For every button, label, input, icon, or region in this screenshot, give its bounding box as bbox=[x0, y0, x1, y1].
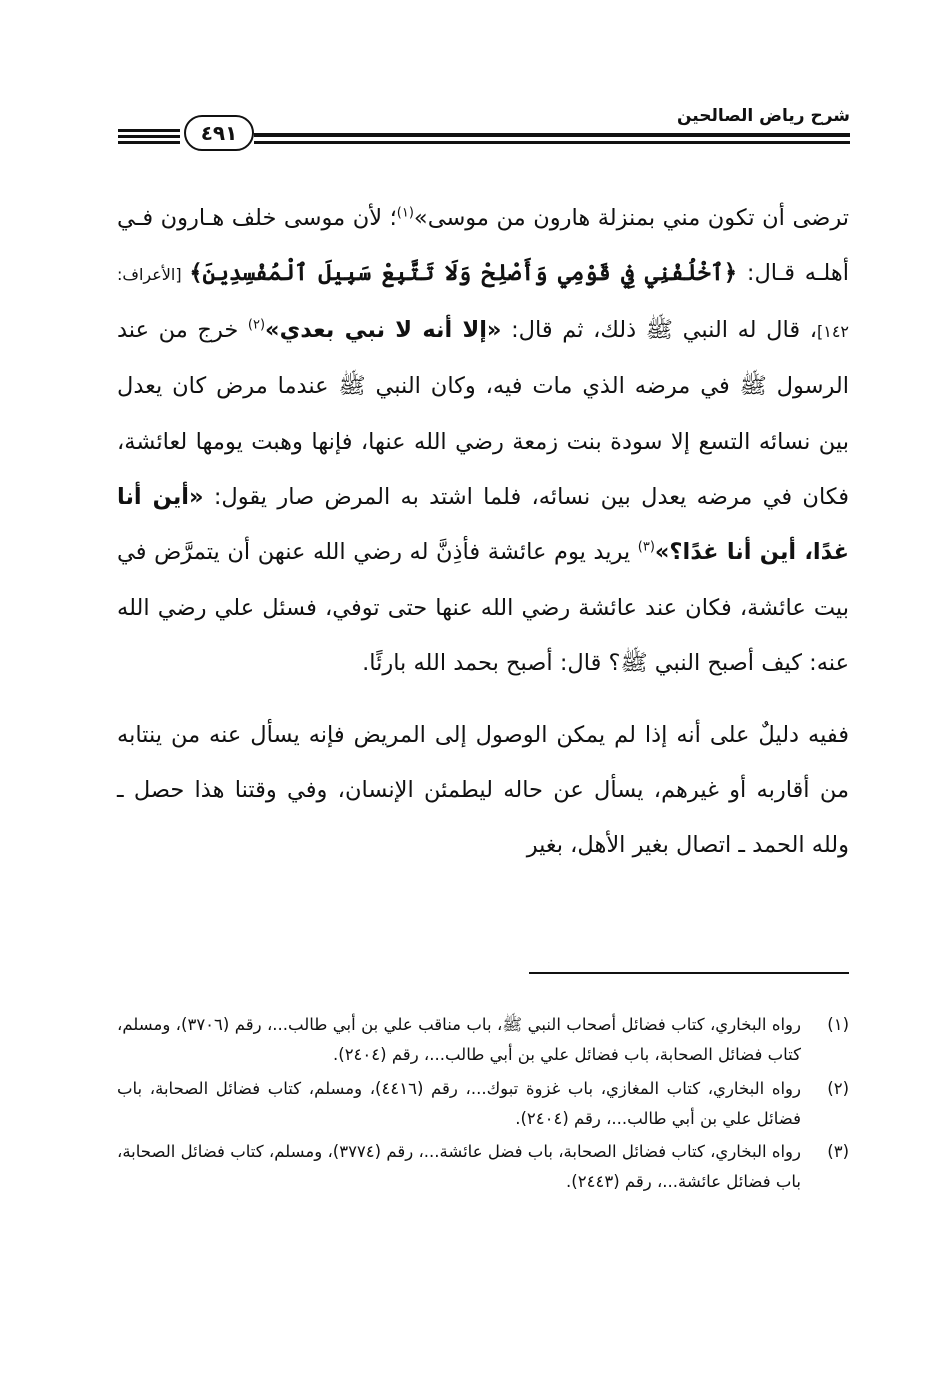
footnote-text: رواه البخاري، كتاب فضائل الصحابة، باب فضل عائشة...، رقم (٣٧٧٤)، ومسلم، كتاب فضائل الصحابة، باب فضائل عائشة...، رقم (٢٤٤٣). bbox=[117, 1142, 801, 1192]
verse-reference: [الأعراف: ١٤٢] bbox=[117, 265, 850, 341]
footnotes bbox=[117, 1010, 849, 1201]
text-run: ؛ لأن موسى خلف هـارون فـي أهلـه قـال: bbox=[117, 205, 850, 287]
footnote-number: (٢) bbox=[827, 1078, 849, 1098]
footnote bbox=[117, 1074, 849, 1135]
book-title: شرح رياض الصالحين bbox=[676, 106, 850, 126]
footnote-text: رواه البخاري، كتاب المغازي، باب غزوة تبوك...، رقم (٤٤١٦)، ومسلم، كتاب فضائل الصحابة، باب فضائل علي بن أبي طالب...، رقم (٢٤٠٤). bbox=[117, 1078, 801, 1128]
footnote-marker: (٢) bbox=[247, 317, 266, 333]
footnote-marker: (٣) bbox=[637, 539, 655, 555]
footnote-separator bbox=[529, 972, 849, 974]
paragraph: ففيه دليلٌ على أنه إذا لم يمكن الوصول إلى المريض فإنه يسأل عنه من ينتابه من أقاربه أو غيرهم، يسأل عن حاله ليطمئن الإنسان، وفي وقتنا هذا حصل ـ ولله الحمد ـ اتصال بغير الأهل، بغير bbox=[117, 721, 849, 859]
text-run: ترضى أن تكون مني بمنزلة هارون من موسى» bbox=[413, 205, 849, 231]
header-rule bbox=[254, 141, 850, 144]
footnote-number: (١) bbox=[827, 1015, 849, 1034]
footnote bbox=[117, 1010, 849, 1071]
main-text bbox=[117, 191, 849, 874]
footnote bbox=[117, 1137, 849, 1198]
hadith-quote: «أين أنا غدًا، أين أنا غدًا؟» bbox=[117, 484, 849, 566]
quran-verse: ﴿ٱخْلُفْنِي فِي قَوْمِي وَأَصْلِحْ وَلَا تَتَّبِعْ سَبِيلَ ٱلْمُفْسِدِينَ﴾ bbox=[189, 260, 738, 287]
hadith-quote: «إلا أنه لا نبي بعدي» bbox=[265, 316, 502, 343]
header-rule bbox=[118, 135, 180, 138]
page-number: ٤٩١ bbox=[184, 115, 254, 151]
footnote-marker: (١) bbox=[396, 205, 414, 221]
header-rule bbox=[118, 129, 180, 132]
text-run: ، قال له النبي ﷺ ذلك، ثم قال: bbox=[501, 316, 817, 343]
text-run: يريد يوم عائشة فأذِنَّ له رضي الله عنهن أن يتمرَّض في بيت عائشة، فكان عند عائشة رضي الله عنها حتى توفي، فسئل علي رضي الله عنه: كيف أصبح النبي ﷺ؟ قال: أصبح بحمد الله بارئًا. bbox=[117, 539, 849, 677]
text-run: خرج من عند الرسول ﷺ في مرضه الذي مات فيه، وكان النبي ﷺ عندما مرض كان يعدل بين نسائه التسع إلا سودة بنت زمعة رضي الله عنها، فإنها وهبت يومها لعائشة، فكان في مرضه يعدل بين نسائه، فلما اشتد به المرض صار يقول: bbox=[117, 316, 849, 511]
header-rule bbox=[118, 141, 180, 144]
footnote-text: رواه البخاري، كتاب فضائل أصحاب النبي ﷺ، باب مناقب علي بن أبي طالب...، رقم (٣٧٠٦)، ومسلم، كتاب فضائل الصحابة، باب فضائل علي بن أبي طالب...، رقم (٢٤٠٤). bbox=[117, 1015, 801, 1065]
paragraph bbox=[117, 191, 849, 692]
header-rule bbox=[254, 133, 850, 137]
footnote-number: (٣) bbox=[827, 1142, 849, 1162]
page-header bbox=[118, 96, 850, 156]
